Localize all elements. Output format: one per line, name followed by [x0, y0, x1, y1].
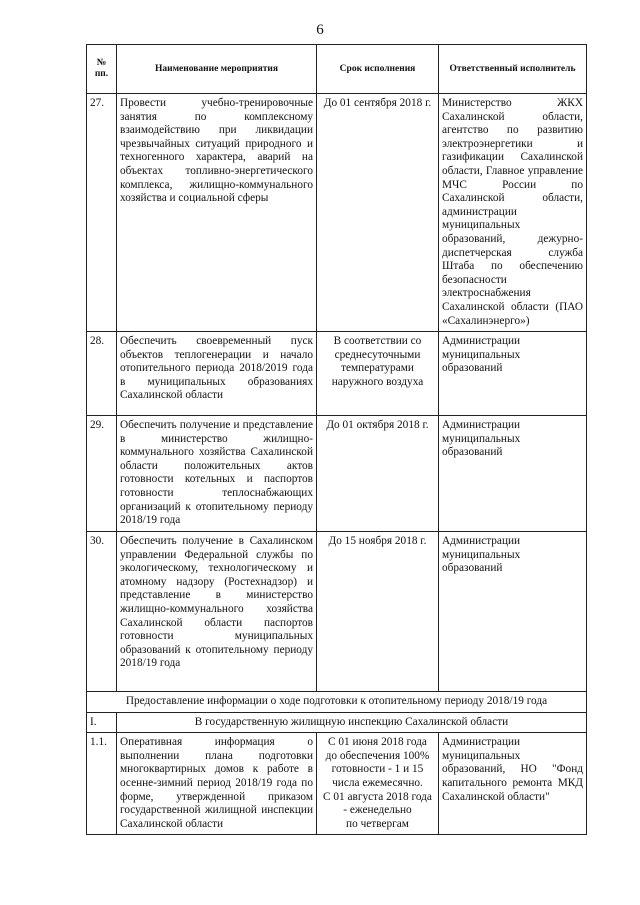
deadline-line: - еженедельно: [343, 804, 412, 817]
subsection-row: [87, 712, 587, 733]
event-deadline: До 15 ноября 2018 г.: [317, 532, 439, 692]
row-number: 29.: [87, 416, 117, 532]
table-row: [87, 532, 587, 692]
row-number: 1.1.: [87, 733, 117, 835]
event-name: Обеспечить получение в Сахалинском управлении Федеральной службы по экологическому, технологическому и атомному надзору (Ростехнадзор) и представление в министерство жилищно-коммунального хозяйства Сахалинской области паспортов готовности муниципальных образований к отопительному периоду 2018/19 года: [117, 532, 317, 692]
table-row: [87, 416, 587, 532]
table-header-row: [87, 45, 587, 94]
deadline-line: С 01 июня 2018 года: [328, 736, 427, 749]
row-number: 27.: [87, 94, 117, 332]
deadline-line: по четвергам: [346, 817, 409, 830]
deadline-line: С 01 августа 2018 года: [323, 790, 432, 803]
table-row: [87, 733, 587, 835]
page-number: 6: [316, 22, 324, 38]
section-row: [87, 692, 587, 713]
deadline-line: до обеспечения 100%: [325, 749, 430, 762]
event-name: Обеспечить своевременный пуск объектов теплогенерации и начало отопительного периода 2018/2019 года в муниципальных образованиях Сахалинской области: [117, 332, 317, 416]
event-name: Оперативная информация о выполнении плана подготовки многоквартирных домов к работе в осенне-зимний период 2018/19 года по форме, утвержденной приказом государственной жилищной инспекции Сахалинской области: [117, 733, 317, 835]
header-deadline: Срок исполнения: [317, 45, 439, 94]
table-row: [87, 332, 587, 416]
header-responsible: Ответственный исполнитель: [439, 45, 587, 94]
deadline-line: готовности - 1 и 15: [331, 763, 424, 776]
header-num: № пп.: [87, 45, 117, 94]
event-deadline: До 01 сентября 2018 г.: [317, 94, 439, 332]
event-responsible: Администрации муниципальных образований, НО "Фонд капитального ремонта МКД Сахалинской области": [439, 733, 587, 835]
row-number: 30.: [87, 532, 117, 692]
subsection-number: I.: [87, 712, 117, 733]
event-deadline: До 01 октября 2018 г.: [317, 416, 439, 532]
event-responsible: Администрации муниципальных образований: [439, 532, 587, 692]
row-number: 28.: [87, 332, 117, 416]
event-responsible: Администрации муниципальных образований: [439, 416, 587, 532]
event-name: Провести учебно-тренировочные занятия по комплексному взаимодействию при ликвидации чрезвычайных ситуаций природного и техногенного характера, аварий на объектах топливно-энергетического комплекса, жилищно-коммунального хозяйства и социальной сферы: [117, 94, 317, 332]
event-responsible: Министерство ЖКХ Сахалинской области, агентство по развитию электроэнергетики и газификации Сахалинской области, Главное управление МЧС России по Сахалинской области, администрации муниципальных образований, дежурно-диспетчерская служба Штаба по обеспечению безопасности электроснабжения Сахалинской области (ПАО «Сахалинэнерго»): [439, 94, 587, 332]
event-responsible: Администрации муниципальных образований: [439, 332, 587, 416]
events-table: [86, 44, 587, 835]
table-row: [87, 94, 587, 332]
event-deadline: [317, 733, 439, 835]
subsection-title: В государственную жилищную инспекцию Сахалинской области: [117, 712, 587, 733]
event-name: Обеспечить получение и представление в министерство жилищно-коммунального хозяйства Сахалинской области положительных актов готовности котельных и паспортов готовности теплоснабжающих организаций к отопительному периоду 2018/19 года: [117, 416, 317, 532]
header-name: Наименование мероприятия: [117, 45, 317, 94]
deadline-line: числа ежемесячно.: [332, 777, 423, 790]
event-deadline: В соответствии со среднесуточными температурами наружного воздуха: [317, 332, 439, 416]
section-title: Предоставление информации о ходе подготовки к отопительному периоду 2018/19 года: [87, 692, 587, 713]
